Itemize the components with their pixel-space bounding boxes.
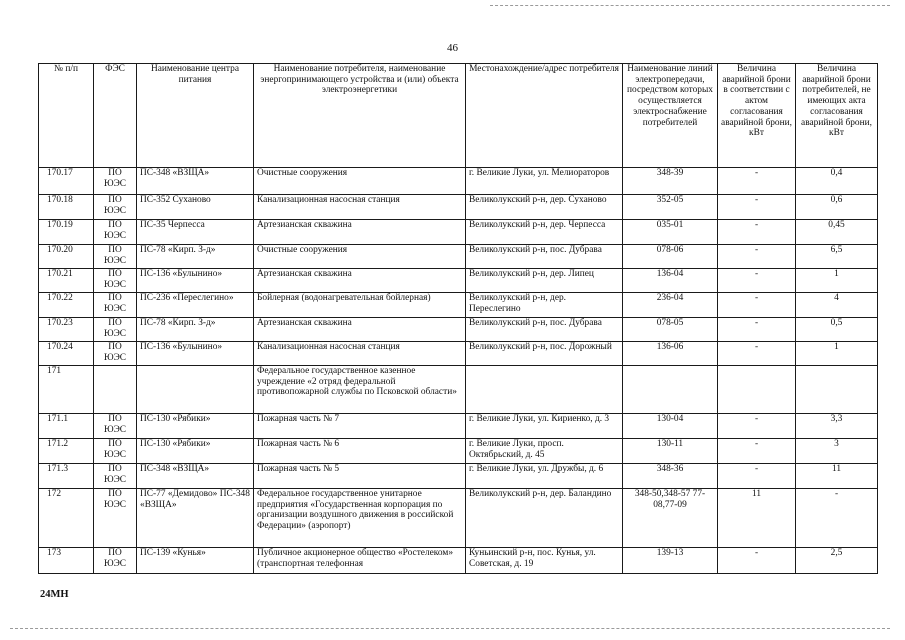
table-cell-fes: ПО ЮЭС — [94, 439, 137, 464]
table-cell-address: Великолукский р-н, дер. Суханово — [466, 195, 623, 220]
table-cell-num: 170.19 — [39, 220, 94, 245]
scan-artifact-top — [490, 5, 890, 6]
table-cell-address: Великолукский р-н, дер. Баландино — [466, 489, 623, 548]
table-cell-center — [137, 366, 254, 414]
table-cell-noact: 11 — [796, 464, 878, 489]
table-row — [39, 342, 878, 366]
table-cell-address — [466, 366, 623, 414]
table-cell-lines: 348-50,348-57 77-08,77-09 — [623, 489, 718, 548]
table-header-row — [39, 64, 878, 168]
table-cell-center: ПС-78 «Кирп. З-д» — [137, 318, 254, 342]
table-cell-consumer: Пожарная часть № 5 — [254, 464, 466, 489]
table-cell-act: - — [718, 342, 796, 366]
table-cell-num: 173 — [39, 548, 94, 574]
table-cell-consumer: Очистные сооружения — [254, 245, 466, 269]
table-cell-consumer: Канализационная насосная станция — [254, 195, 466, 220]
table-cell-fes: ПО ЮЭС — [94, 464, 137, 489]
col-header-consumer: Наименование потребителя, наименование энергопринимающего устройства и (или) объекта электроэнергетики — [254, 64, 466, 168]
table-cell-lines: 035-01 — [623, 220, 718, 245]
table-cell-address: Великолукский р-н, пос. Дорожный — [466, 342, 623, 366]
table-cell-act: - — [718, 464, 796, 489]
table-cell-num: 170.24 — [39, 342, 94, 366]
table-cell-address: Великолукский р-н, дер. Черпесса — [466, 220, 623, 245]
table-cell-act: - — [718, 439, 796, 464]
table-cell-num: 171.3 — [39, 464, 94, 489]
table-row — [39, 269, 878, 293]
table-cell-num: 170.18 — [39, 195, 94, 220]
col-header-reserve-with-act: Величина аварийной брони в соответствии с актом согласования аварийной брони, кВт — [718, 64, 796, 168]
table-cell-noact: - — [796, 489, 878, 548]
table-cell-center: ПС-130 «Рябики» — [137, 439, 254, 464]
table-cell-num: 170.22 — [39, 293, 94, 318]
table-cell-act: - — [718, 195, 796, 220]
table-cell-consumer: Очистные сооружения — [254, 168, 466, 195]
table-cell-center: ПС-348 «ВЗЩА» — [137, 464, 254, 489]
table-cell-lines: 348-36 — [623, 464, 718, 489]
table-cell-noact: 3,3 — [796, 414, 878, 439]
table-cell-noact: 1 — [796, 269, 878, 293]
table-cell-address: г. Великие Луки, ул. Мелиораторов — [466, 168, 623, 195]
table-row — [39, 245, 878, 269]
table-cell-consumer: Публичное акционерное общество «Ростелеком» (транспортная телефонная — [254, 548, 466, 574]
table-cell-act: - — [718, 293, 796, 318]
table-cell-lines: 078-05 — [623, 318, 718, 342]
table-cell-fes — [94, 366, 137, 414]
table-row — [39, 293, 878, 318]
table-cell-act: - — [718, 168, 796, 195]
table-cell-fes: ПО ЮЭС — [94, 489, 137, 548]
table-cell-center: ПС-136 «Булынино» — [137, 342, 254, 366]
table-cell-consumer: Пожарная часть № 6 — [254, 439, 466, 464]
table-cell-noact: 0,6 — [796, 195, 878, 220]
table-cell-noact: 3 — [796, 439, 878, 464]
table-row — [39, 439, 878, 464]
table-cell-consumer: Федеральное государственное казенное учреждение «2 отряд федеральной противопожарной службы по Псковской области» — [254, 366, 466, 414]
col-header-number: № п/п — [39, 64, 94, 168]
col-header-lines: Наименование линий электропередачи, посредством которых осуществляется электроснабжение потребителей — [623, 64, 718, 168]
table-cell-act: - — [718, 245, 796, 269]
table-cell-noact: 0,45 — [796, 220, 878, 245]
table-cell-num: 170.20 — [39, 245, 94, 269]
table-cell-consumer: Бойлерная (водонагревательная бойлерная) — [254, 293, 466, 318]
table-row — [39, 464, 878, 489]
table-cell-num: 172 — [39, 489, 94, 548]
table-cell-fes: ПО ЮЭС — [94, 414, 137, 439]
table-cell-noact: 0,5 — [796, 318, 878, 342]
table-cell-fes: ПО ЮЭС — [94, 195, 137, 220]
table-cell-fes: ПО ЮЭС — [94, 293, 137, 318]
table-cell-fes: ПО ЮЭС — [94, 168, 137, 195]
table-cell-address: Великолукский р-н, пос. Дубрава — [466, 245, 623, 269]
table-cell-num: 171 — [39, 366, 94, 414]
table-cell-center: ПС-236 «Переслегино» — [137, 293, 254, 318]
footer-code: 24МН — [40, 589, 69, 600]
table-cell-consumer: Федеральное государственное унитарное предприятия «Государственная корпорация по организации воздушного движения в российской Федерации» (аэропорт) — [254, 489, 466, 548]
col-header-fes: ФЭС — [94, 64, 137, 168]
table-cell-address: г. Великие Луки, ул. Дружбы, д. 6 — [466, 464, 623, 489]
table-cell-noact: 1 — [796, 342, 878, 366]
table-cell-lines — [623, 366, 718, 414]
table-row — [39, 195, 878, 220]
table-cell-num: 171.1 — [39, 414, 94, 439]
table-cell-center: ПС-78 «Кирп. З-д» — [137, 245, 254, 269]
table-cell-center: ПС-136 «Булынино» — [137, 269, 254, 293]
table-row — [39, 366, 878, 414]
table-cell-noact: 0,4 — [796, 168, 878, 195]
col-header-power-center: Наименование центра питания — [137, 64, 254, 168]
table-cell-fes: ПО ЮЭС — [94, 245, 137, 269]
table-cell-act: - — [718, 220, 796, 245]
table-cell-act: 11 — [718, 489, 796, 548]
table-cell-center: ПС-348 «ВЗЩА» — [137, 168, 254, 195]
table-row — [39, 548, 878, 574]
table-cell-lines: 139-13 — [623, 548, 718, 574]
table-cell-lines: 130-04 — [623, 414, 718, 439]
table-cell-address: г. Великие Луки, ул. Кириенко, д. 3 — [466, 414, 623, 439]
table-cell-consumer: Артезианская скважина — [254, 220, 466, 245]
table-row — [39, 414, 878, 439]
table-cell-noact: 4 — [796, 293, 878, 318]
table-cell-fes: ПО ЮЭС — [94, 220, 137, 245]
table-row — [39, 168, 878, 195]
col-header-address: Местонахождение/адрес потребителя — [466, 64, 623, 168]
table-body — [39, 168, 878, 574]
table-cell-center: ПС-130 «Рябики» — [137, 414, 254, 439]
table-cell-address: Куньинский р-н, пос. Кунья, ул. Советская, д. 19 — [466, 548, 623, 574]
table-cell-num: 170.17 — [39, 168, 94, 195]
table-row — [39, 220, 878, 245]
table-cell-center: ПС-77 «Демидово» ПС-348 «ВЗЩА» — [137, 489, 254, 548]
table-cell-lines: 352-05 — [623, 195, 718, 220]
table-cell-lines: 236-04 — [623, 293, 718, 318]
table-cell-lines: 136-04 — [623, 269, 718, 293]
table-cell-consumer: Артезианская скважина — [254, 269, 466, 293]
table-cell-consumer: Артезианская скважина — [254, 318, 466, 342]
table-cell-center: ПС-139 «Кунья» — [137, 548, 254, 574]
table-cell-num: 170.23 — [39, 318, 94, 342]
table-cell-num: 170.21 — [39, 269, 94, 293]
table-cell-num: 171.2 — [39, 439, 94, 464]
table-cell-address: Великолукский р-н, дер. Переслегино — [466, 293, 623, 318]
table-cell-noact: 2,5 — [796, 548, 878, 574]
table-cell-noact: 6,5 — [796, 245, 878, 269]
table-cell-fes: ПО ЮЭС — [94, 342, 137, 366]
table-cell-act: - — [718, 548, 796, 574]
table-cell-act: - — [718, 318, 796, 342]
table-cell-noact — [796, 366, 878, 414]
table-cell-fes: ПО ЮЭС — [94, 269, 137, 293]
table-cell-center: ПС-35 Черпесса — [137, 220, 254, 245]
col-header-reserve-without-act: Величина аварийной брони потребителей, не имеющих акта согласования аварийной брони, кВт — [796, 64, 878, 168]
table-cell-center: ПС-352 Суханово — [137, 195, 254, 220]
table-cell-act: - — [718, 269, 796, 293]
table-cell-fes: ПО ЮЭС — [94, 548, 137, 574]
table-cell-lines: 078-06 — [623, 245, 718, 269]
table-cell-act: - — [718, 414, 796, 439]
table-cell-lines: 348-39 — [623, 168, 718, 195]
table-row — [39, 489, 878, 548]
table-cell-fes: ПО ЮЭС — [94, 318, 137, 342]
page-number: 46 — [447, 42, 458, 54]
table-cell-address: г. Великие Луки, просп. Октябрьский, д. 45 — [466, 439, 623, 464]
table-cell-lines: 136-06 — [623, 342, 718, 366]
table-cell-address: Великолукский р-н, дер. Липец — [466, 269, 623, 293]
table-cell-act — [718, 366, 796, 414]
table-cell-consumer: Пожарная часть № 7 — [254, 414, 466, 439]
emergency-reserve-table — [38, 63, 878, 574]
table-row — [39, 318, 878, 342]
table-cell-address: Великолукский р-н, пос. Дубрава — [466, 318, 623, 342]
scan-artifact-bottom — [10, 628, 890, 629]
table-cell-consumer: Канализационная насосная станция — [254, 342, 466, 366]
table-cell-lines: 130-11 — [623, 439, 718, 464]
